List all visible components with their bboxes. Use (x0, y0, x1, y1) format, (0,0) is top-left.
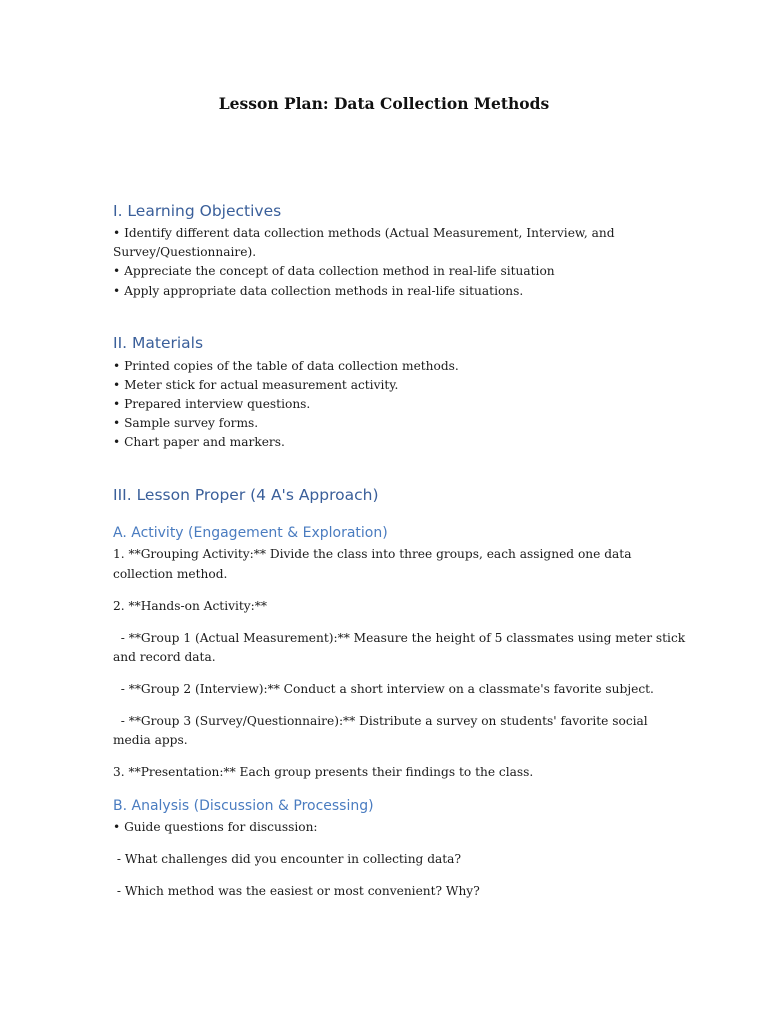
activity-line: media apps. (113, 733, 188, 747)
subsection-heading-activity: A. Activity (Engagement & Exploration) (113, 525, 388, 541)
subsection-heading-analysis: B. Analysis (Discussion & Processing) (113, 798, 374, 814)
section-heading-materials: II. Materials (113, 334, 204, 352)
materials-line: • Prepared interview questions. (113, 397, 311, 411)
activity-line: and record data. (113, 650, 216, 664)
objectives-line: • Appreciate the concept of data collection method in real-life situation (113, 264, 555, 278)
activity-line: 3. **Presentation:** Each group presents their findings to the class. (113, 765, 534, 779)
document-title: Lesson Plan: Data Collection Methods (218, 94, 550, 113)
activity-line: - **Group 3 (Survey/Questionnaire):** Distribute a survey on students' favorite social (113, 714, 648, 728)
activity-line: - **Group 2 (Interview):** Conduct a short interview on a classmate's favorite subject. (113, 682, 654, 696)
materials-line: • Meter stick for actual measurement activity. (113, 378, 399, 392)
section-heading-lesson-proper: III. Lesson Proper (4 A's Approach) (113, 486, 379, 504)
activity-line: 2. **Hands-on Activity:** (113, 599, 267, 613)
analysis-line: - What challenges did you encounter in collecting data? (113, 852, 461, 866)
objectives-line: • Apply appropriate data collection methods in real-life situations. (113, 284, 524, 298)
objectives-line: • Identify different data collection methods (Actual Measurement, Interview, and (113, 226, 615, 240)
analysis-line: - Which method was the easiest or most convenient? Why? (113, 884, 480, 898)
materials-line: • Printed copies of the table of data collection methods. (113, 359, 459, 373)
analysis-line: • Guide questions for discussion: (113, 820, 318, 834)
materials-line: • Sample survey forms. (113, 416, 259, 430)
objectives-line: Survey/Questionnaire). (113, 245, 257, 259)
section-heading-objectives: I. Learning Objectives (113, 202, 282, 220)
materials-line: • Chart paper and markers. (113, 435, 285, 449)
activity-line: - **Group 1 (Actual Measurement):** Measure the height of 5 classmates using meter stick (113, 631, 686, 645)
activity-line: 1. **Grouping Activity:** Divide the class into three groups, each assigned one data (113, 547, 632, 561)
activity-line: collection method. (113, 567, 228, 581)
